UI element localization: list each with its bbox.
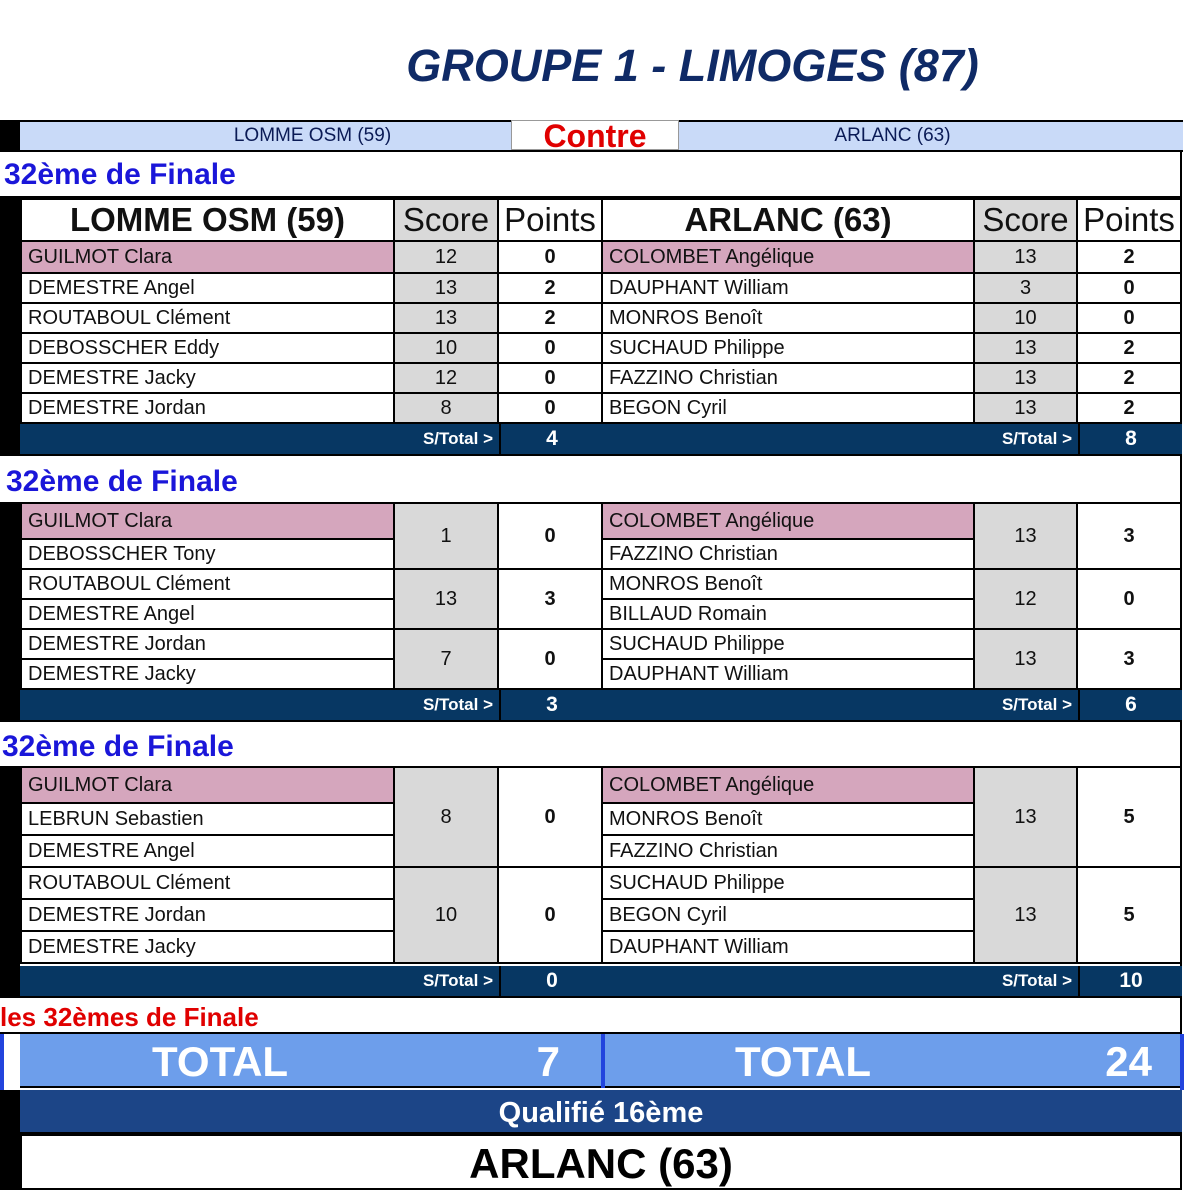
section-title: 32ème de Finale [2, 730, 234, 763]
player-name: DEMESTRE Angel [20, 600, 395, 630]
player-name: DEMESTRE Angel [20, 274, 395, 304]
player-name: MONROS Benoît [603, 570, 975, 600]
player-points: 0 [1078, 274, 1182, 304]
team-b-label: ARLANC (63) [834, 125, 951, 146]
player-name: DEMESTRE Jordan [20, 394, 395, 424]
table-frame [1180, 1034, 1184, 1090]
player-name: DAUPHANT William [603, 274, 975, 304]
subtotal-row [20, 966, 499, 998]
team-score: 7 [395, 630, 499, 690]
team-points: 5 [1078, 868, 1182, 964]
player-name: LEBRUN Sebastien [20, 804, 395, 836]
subtotal-label: S/Total > [1001, 971, 1072, 990]
player-points: 2 [499, 274, 603, 304]
subtotal-row [20, 690, 499, 722]
row-gutter [0, 768, 20, 998]
player-points: 0 [1078, 304, 1182, 334]
team-a-header: LOMME OSM (59) [20, 198, 395, 242]
player-name: DEMESTRE Jordan [20, 900, 395, 932]
player-name: GUILMOT Clara [20, 504, 395, 540]
subtotal-label: S/Total > [422, 695, 493, 714]
team-score: 8 [395, 768, 499, 868]
player-score: 10 [395, 334, 499, 364]
subtotal-a: 0 [499, 966, 603, 998]
team-b-header: ARLANC (63) [603, 198, 975, 242]
player-points: 2 [1078, 364, 1182, 394]
subtotal-row [20, 424, 499, 456]
player-name: DAUPHANT William [603, 932, 975, 964]
subtotal-row [603, 966, 1078, 998]
row-gutter [0, 120, 20, 152]
player-points: 2 [1078, 242, 1182, 274]
total-a-label: TOTAL [152, 1038, 289, 1085]
team-score: 13 [975, 504, 1078, 570]
summary-label: les 32èmes de Finale [0, 1002, 259, 1032]
team-score: 13 [395, 570, 499, 630]
player-points: 0 [499, 334, 603, 364]
team-score: 1 [395, 504, 499, 570]
team-points: 3 [499, 570, 603, 630]
points-header: Points [1078, 198, 1182, 242]
page-title: GROUPE 1 - LIMOGES (87) [406, 40, 979, 91]
player-name: FAZZINO Christian [603, 836, 975, 868]
total-b-value: 24 [1105, 1038, 1152, 1085]
player-name: ROUTABOUL Clément [20, 304, 395, 334]
team-points: 0 [499, 504, 603, 570]
player-points: 2 [1078, 394, 1182, 424]
total-a [20, 1034, 602, 1088]
total-b-label: TOTAL [735, 1038, 872, 1085]
player-score: 12 [395, 364, 499, 394]
score-header: Score [975, 198, 1078, 242]
subtotal-label: S/Total > [1001, 695, 1072, 714]
player-points: 2 [1078, 334, 1182, 364]
row-gutter [0, 198, 20, 456]
player-name: DEMESTRE Jacky [20, 364, 395, 394]
player-points: 2 [499, 304, 603, 334]
team-points: 0 [499, 768, 603, 868]
player-name: DEBOSSCHER Eddy [20, 334, 395, 364]
player-score: 8 [395, 394, 499, 424]
subtotal-label: S/Total > [1001, 429, 1072, 448]
player-name: DEBOSSCHER Tony [20, 540, 395, 570]
score-header: Score [395, 198, 499, 242]
row-gutter [0, 1090, 20, 1190]
player-name: DAUPHANT William [603, 660, 975, 690]
row-gutter [0, 1034, 4, 1090]
player-name: DEMESTRE Jordan [20, 630, 395, 660]
player-name: MONROS Benoît [603, 804, 975, 836]
subtotal-b: 6 [1078, 690, 1182, 722]
player-score: 13 [395, 304, 499, 334]
player-score: 3 [975, 274, 1078, 304]
player-name: SUCHAUD Philippe [603, 868, 975, 900]
subtotal-a: 4 [499, 424, 603, 456]
player-name: GUILMOT Clara [20, 768, 395, 804]
player-points: 0 [499, 242, 603, 274]
player-name: FAZZINO Christian [603, 540, 975, 570]
player-name: DEMESTRE Angel [20, 836, 395, 868]
team-points: 5 [1078, 768, 1182, 868]
team-points: 0 [499, 630, 603, 690]
subtotal-b: 8 [1078, 424, 1182, 456]
player-points: 0 [499, 394, 603, 424]
team-score: 12 [975, 570, 1078, 630]
versus-label: Contre [511, 120, 679, 150]
subtotal-a: 3 [499, 690, 603, 722]
qualified-banner: Qualifié 16ème [20, 1090, 1182, 1134]
team-score: 13 [975, 630, 1078, 690]
player-score: 13 [975, 242, 1078, 274]
player-name: COLOMBET Angélique [603, 504, 975, 540]
player-name: DEMESTRE Jacky [20, 932, 395, 964]
total-a-value: 7 [536, 1038, 560, 1085]
team-score: 13 [975, 768, 1078, 868]
team-points: 3 [1078, 504, 1182, 570]
subtotal-b: 10 [1078, 966, 1182, 998]
player-name: BEGON Cyril [603, 900, 975, 932]
team-a-label: LOMME OSM (59) [233, 125, 392, 146]
team-score: 13 [975, 868, 1078, 964]
team-score: 10 [395, 868, 499, 964]
section-title: 32ème de Finale [6, 465, 238, 498]
qualified-team: ARLANC (63) [20, 1134, 1182, 1190]
player-name: BEGON Cyril [603, 394, 975, 424]
section-title: 32ème de Finale [4, 158, 236, 191]
row-gutter [0, 504, 20, 722]
points-header: Points [499, 198, 603, 242]
player-name: COLOMBET Angélique [603, 768, 975, 804]
player-score: 13 [975, 364, 1078, 394]
player-name: COLOMBET Angélique [603, 242, 975, 274]
subtotal-label: S/Total > [422, 429, 493, 448]
player-name: SUCHAUD Philippe [603, 334, 975, 364]
player-name: ROUTABOUL Clément [20, 868, 395, 900]
player-points: 0 [499, 364, 603, 394]
team-points: 0 [1078, 570, 1182, 630]
subtotal-row [603, 690, 1078, 722]
player-score: 12 [395, 242, 499, 274]
total-b [605, 1034, 1180, 1088]
team-points: 0 [499, 868, 603, 964]
subtotal-label: S/Total > [422, 971, 493, 990]
player-name: GUILMOT Clara [20, 242, 395, 274]
player-name: ROUTABOUL Clément [20, 570, 395, 600]
team-points: 3 [1078, 630, 1182, 690]
subtotal-row [603, 424, 1078, 456]
player-name: FAZZINO Christian [603, 364, 975, 394]
player-name: BILLAUD Romain [603, 600, 975, 630]
player-score: 13 [395, 274, 499, 304]
player-name: SUCHAUD Philippe [603, 630, 975, 660]
player-score: 10 [975, 304, 1078, 334]
player-score: 13 [975, 394, 1078, 424]
player-name: MONROS Benoît [603, 304, 975, 334]
player-score: 13 [975, 334, 1078, 364]
player-name: DEMESTRE Jacky [20, 660, 395, 690]
